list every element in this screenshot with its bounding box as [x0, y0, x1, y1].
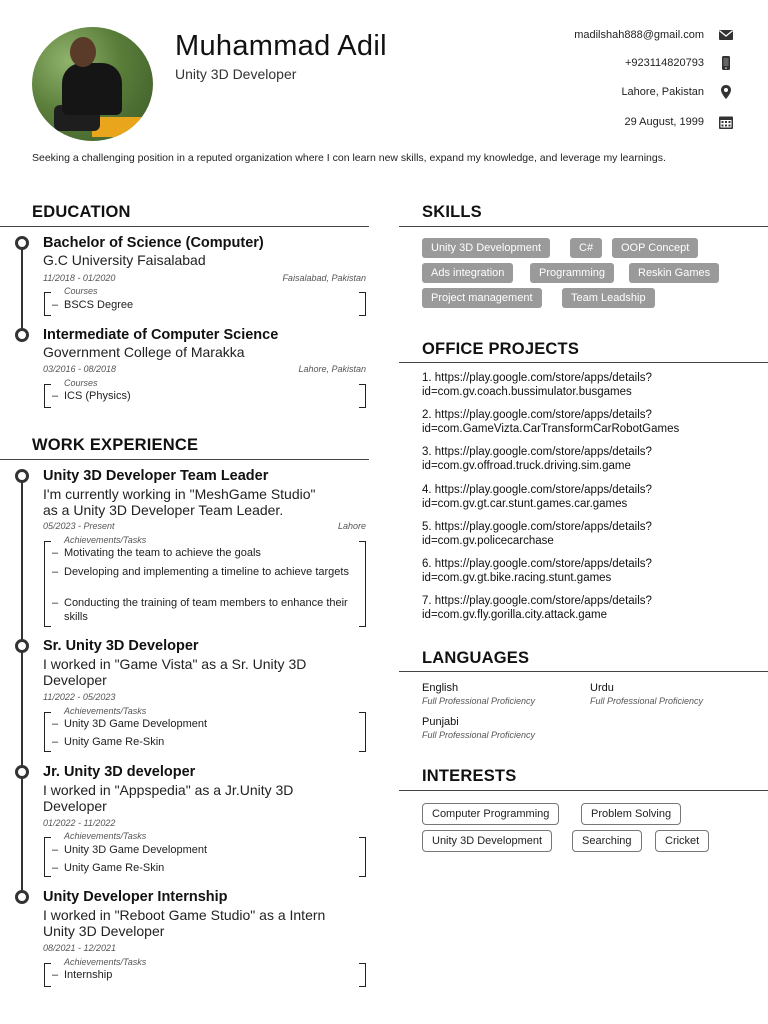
achievements-label: Achievements/Tasks — [64, 535, 147, 545]
skill-tag: OOP Concept — [612, 238, 698, 258]
skill-tag: C# — [570, 238, 602, 258]
education-degree: Intermediate of Computer Science — [43, 327, 279, 343]
resume-page: Muhammad Adil Unity 3D Developer madilshah888@gmail.com +923114820793 Lahore, Pakistan 29 August, 1999 Seeking a challenging position in a reputed organization where I con learn new skills, expand my knowledge, and leverage my learnings. EDUCATION Bachelor of Science (Computer) G.C University Faisalabad 11/2018 - 01/2020 Faisalabad, Pakistan Courses – BSCS Degree Intermediate of Computer Science Government College of Marakka 03/2016 - 08/2018 Lahore, Pakistan Courses – ICS (Physics) WORK EXPERIENCE Unity 3D Developer Team Leader I'm currently working in "MeshGame Studio" as a Unity 3D Developer Team Leader. 05/2023 - Present Lahore Achievements/Tasks – Motivating the team to achieve the goals – Developing and implementing a timeline to achieve targets – Conducting the training of team members to enhance their skills Sr. Unity 3D Developer I worked in "Game Vista" as a Sr. Unity 3D Developer 11/2022 - 05/2023 Achievements/Tasks – Unity 3D Game Development – Unity Game Re-Skin Jr. Unity 3D developer I worked in "Appspedia" as a Jr.Unity 3D Developer 01/2022 - 11/2022 Achievements/Tasks – Unity 3D Game Development – Unity Game Re-Skin Unity Developer Internship I worked in "Reboot Game Studio" as a Intern Unity 3D Developer 08/2021 - 12/2021 Achievements/Tasks – Internship SKILLS Unity 3D Development C# OOP Concept Ads integration Programming Reskin Games Project management Team Leadship OFFICE PROJECTS 1. https://play.google.com/store/apps/details? id=com.gv.coach.bussimulator.busgames 2. https://play.google.com/store/apps/details? id=com.GameVizta.CarTransformCarRobotGames 3. https://play.google.com/store/apps/details? id=com.gv.offroad.truck.driving.sim.game 4. https://play.google.com/store/apps/details? id=com.gv.gt.car.stunt.games.car.games 5. https://play.google.com/store/apps/details? id=com.gv.policecarchase 6. https://play.google.com/store/apps/details? id=com.gv.gt.bike.racing.stunt.games 7. https://play.google.com/store/apps/details? id=com.gv.fly.gorilla.city.attack.game LANGUAGES English Full Professional Proficiency Urdu Full Professional Proficiency Punjabi Full Professional Proficiency INTERESTS Computer Programming Problem Solving Unity 3D Development Searching Cricket — [0, 0, 768, 1024]
job-description-line: as a Unity 3D Developer Team Leader. — [43, 502, 284, 518]
birthday-text: 29 August, 1999 — [624, 116, 704, 128]
skill-tag: Team Leadship — [562, 288, 655, 308]
timeline-node — [15, 765, 29, 779]
education-heading: EDUCATION — [32, 203, 131, 221]
courses-label: Courses — [64, 286, 98, 296]
job-dates: 08/2021 - 12/2021 — [43, 943, 117, 953]
phone-icon — [718, 55, 734, 71]
location-text: Lahore, Pakistan — [621, 86, 704, 98]
interest-tag: Problem Solving — [581, 803, 681, 825]
project-link[interactable]: 6. https://play.google.com/store/apps/details? id=com.gv.gt.bike.racing.stunt.games — [422, 558, 652, 584]
bracket-left — [44, 837, 51, 877]
achievements-label: Achievements/Tasks — [64, 706, 147, 716]
career-objective: Seeking a challenging position in a reputed organization where I con learn new skills, expand my knowledge, and leverage my learnings. — [32, 152, 666, 164]
envelope-icon — [718, 27, 734, 43]
bracket-left — [44, 712, 51, 752]
job-dates: 01/2022 - 11/2022 — [43, 818, 116, 828]
projects-divider — [399, 362, 768, 363]
work-timeline — [21, 477, 23, 899]
job-title: Jr. Unity 3D developer — [43, 764, 196, 780]
candidate-role: Unity 3D Developer — [175, 66, 297, 82]
job-description-line: I worked in "Game Vista" as a Sr. Unity 3D — [43, 656, 307, 672]
interest-tag: Cricket — [655, 830, 709, 852]
job-description-line: Developer — [43, 672, 107, 688]
contact-location — [621, 84, 734, 100]
interests-heading: INTERESTS — [422, 767, 517, 785]
interest-tag: Computer Programming — [422, 803, 559, 825]
bracket-right — [359, 837, 366, 877]
education-timeline — [21, 244, 23, 336]
timeline-node — [15, 890, 29, 904]
language-level: Full Professional Proficiency — [422, 696, 536, 706]
job-description-line: I worked in "Reboot Game Studio" as a Intern — [43, 907, 326, 923]
bracket-right — [359, 712, 366, 752]
courses-label: Courses — [64, 378, 98, 388]
language-name: Punjabi — [422, 716, 459, 728]
project-link[interactable]: 4. https://play.google.com/store/apps/details? id=com.gv.gt.car.stunt.games.car.games — [422, 484, 652, 510]
education-dates: 11/2018 - 01/2020 — [43, 273, 116, 283]
skill-tag: Reskin Games — [629, 263, 719, 283]
language-name: English — [422, 682, 459, 694]
bracket-right — [359, 963, 366, 987]
project-link[interactable]: 3. https://play.google.com/store/apps/details? id=com.gv.offroad.truck.driving.sim.game — [422, 446, 652, 472]
interest-tag: Unity 3D Development — [422, 830, 552, 852]
bracket-left — [44, 963, 51, 987]
map-pin-icon — [718, 84, 734, 100]
job-title: Unity Developer Internship — [43, 889, 228, 905]
contact-email[interactable] — [574, 27, 734, 43]
language-level: Full Professional Proficiency — [590, 696, 704, 706]
language-level: Full Professional Proficiency — [422, 730, 536, 740]
interest-tag: Searching — [572, 830, 642, 852]
education-school: G.C University Faisalabad — [43, 252, 206, 268]
education-place: Faisalabad, Pakistan — [282, 273, 366, 283]
job-description-line: I'm currently working in "MeshGame Studio" — [43, 486, 316, 502]
education-divider — [0, 226, 369, 227]
job-description-line: Unity 3D Developer — [43, 923, 165, 939]
contact-birthday — [624, 114, 734, 130]
skills-heading: SKILLS — [422, 203, 482, 221]
languages-heading: LANGUAGES — [422, 649, 530, 667]
skill-tag: Unity 3D Development — [422, 238, 550, 258]
job-dates: 11/2022 - 05/2023 — [43, 692, 116, 702]
projects-heading: OFFICE PROJECTS — [422, 340, 580, 358]
project-link[interactable]: 7. https://play.google.com/store/apps/details? id=com.gv.fly.gorilla.city.attack.game — [422, 595, 652, 621]
timeline-node — [15, 469, 29, 483]
language-name: Urdu — [590, 682, 614, 694]
job-title: Unity 3D Developer Team Leader — [43, 468, 269, 484]
bracket-left — [44, 384, 51, 408]
achievements-label: Achievements/Tasks — [64, 957, 147, 967]
work-heading: WORK EXPERIENCE — [32, 436, 199, 454]
interests-divider — [399, 790, 768, 791]
email-text: madilshah888@gmail.com — [574, 29, 704, 41]
calendar-icon — [718, 114, 734, 130]
skill-tag: Project management — [422, 288, 542, 308]
bracket-right — [359, 384, 366, 408]
education-degree: Bachelor of Science (Computer) — [43, 235, 264, 251]
phone-text: +923114820793 — [624, 57, 704, 69]
job-description-line: I worked in "Appspedia" as a Jr.Unity 3D — [43, 782, 294, 798]
education-school: Government College of Marakka — [43, 344, 245, 360]
timeline-node — [15, 328, 29, 342]
skills-divider — [399, 226, 768, 227]
languages-divider — [399, 671, 768, 672]
bracket-left — [44, 292, 51, 316]
project-link[interactable]: 5. https://play.google.com/store/apps/details? id=com.gv.policecarchase — [422, 521, 652, 547]
candidate-name: Muhammad Adil — [175, 30, 387, 62]
skill-tag: Ads integration — [422, 263, 513, 283]
timeline-node — [15, 236, 29, 250]
bracket-left — [44, 541, 51, 627]
work-divider — [0, 459, 369, 460]
project-link[interactable]: 2. https://play.google.com/store/apps/details? id=com.GameVizta.CarTransformCarRobotGames — [422, 409, 680, 435]
job-title: Sr. Unity 3D Developer — [43, 638, 199, 654]
profile-photo — [32, 27, 153, 141]
bracket-right — [359, 541, 366, 627]
timeline-node — [15, 639, 29, 653]
bracket-right — [359, 292, 366, 316]
education-place: Lahore, Pakistan — [298, 364, 366, 374]
achievements-label: Achievements/Tasks — [64, 831, 147, 841]
job-dates: 05/2023 - Present — [43, 521, 115, 531]
project-link[interactable]: 1. https://play.google.com/store/apps/details? id=com.gv.coach.bussimulator.busgames — [422, 372, 652, 398]
education-dates: 03/2016 - 08/2018 — [43, 364, 117, 374]
job-description-line: Developer — [43, 798, 107, 814]
skill-tag: Programming — [530, 263, 614, 283]
job-place: Lahore — [337, 521, 366, 531]
contact-phone[interactable] — [625, 55, 734, 71]
